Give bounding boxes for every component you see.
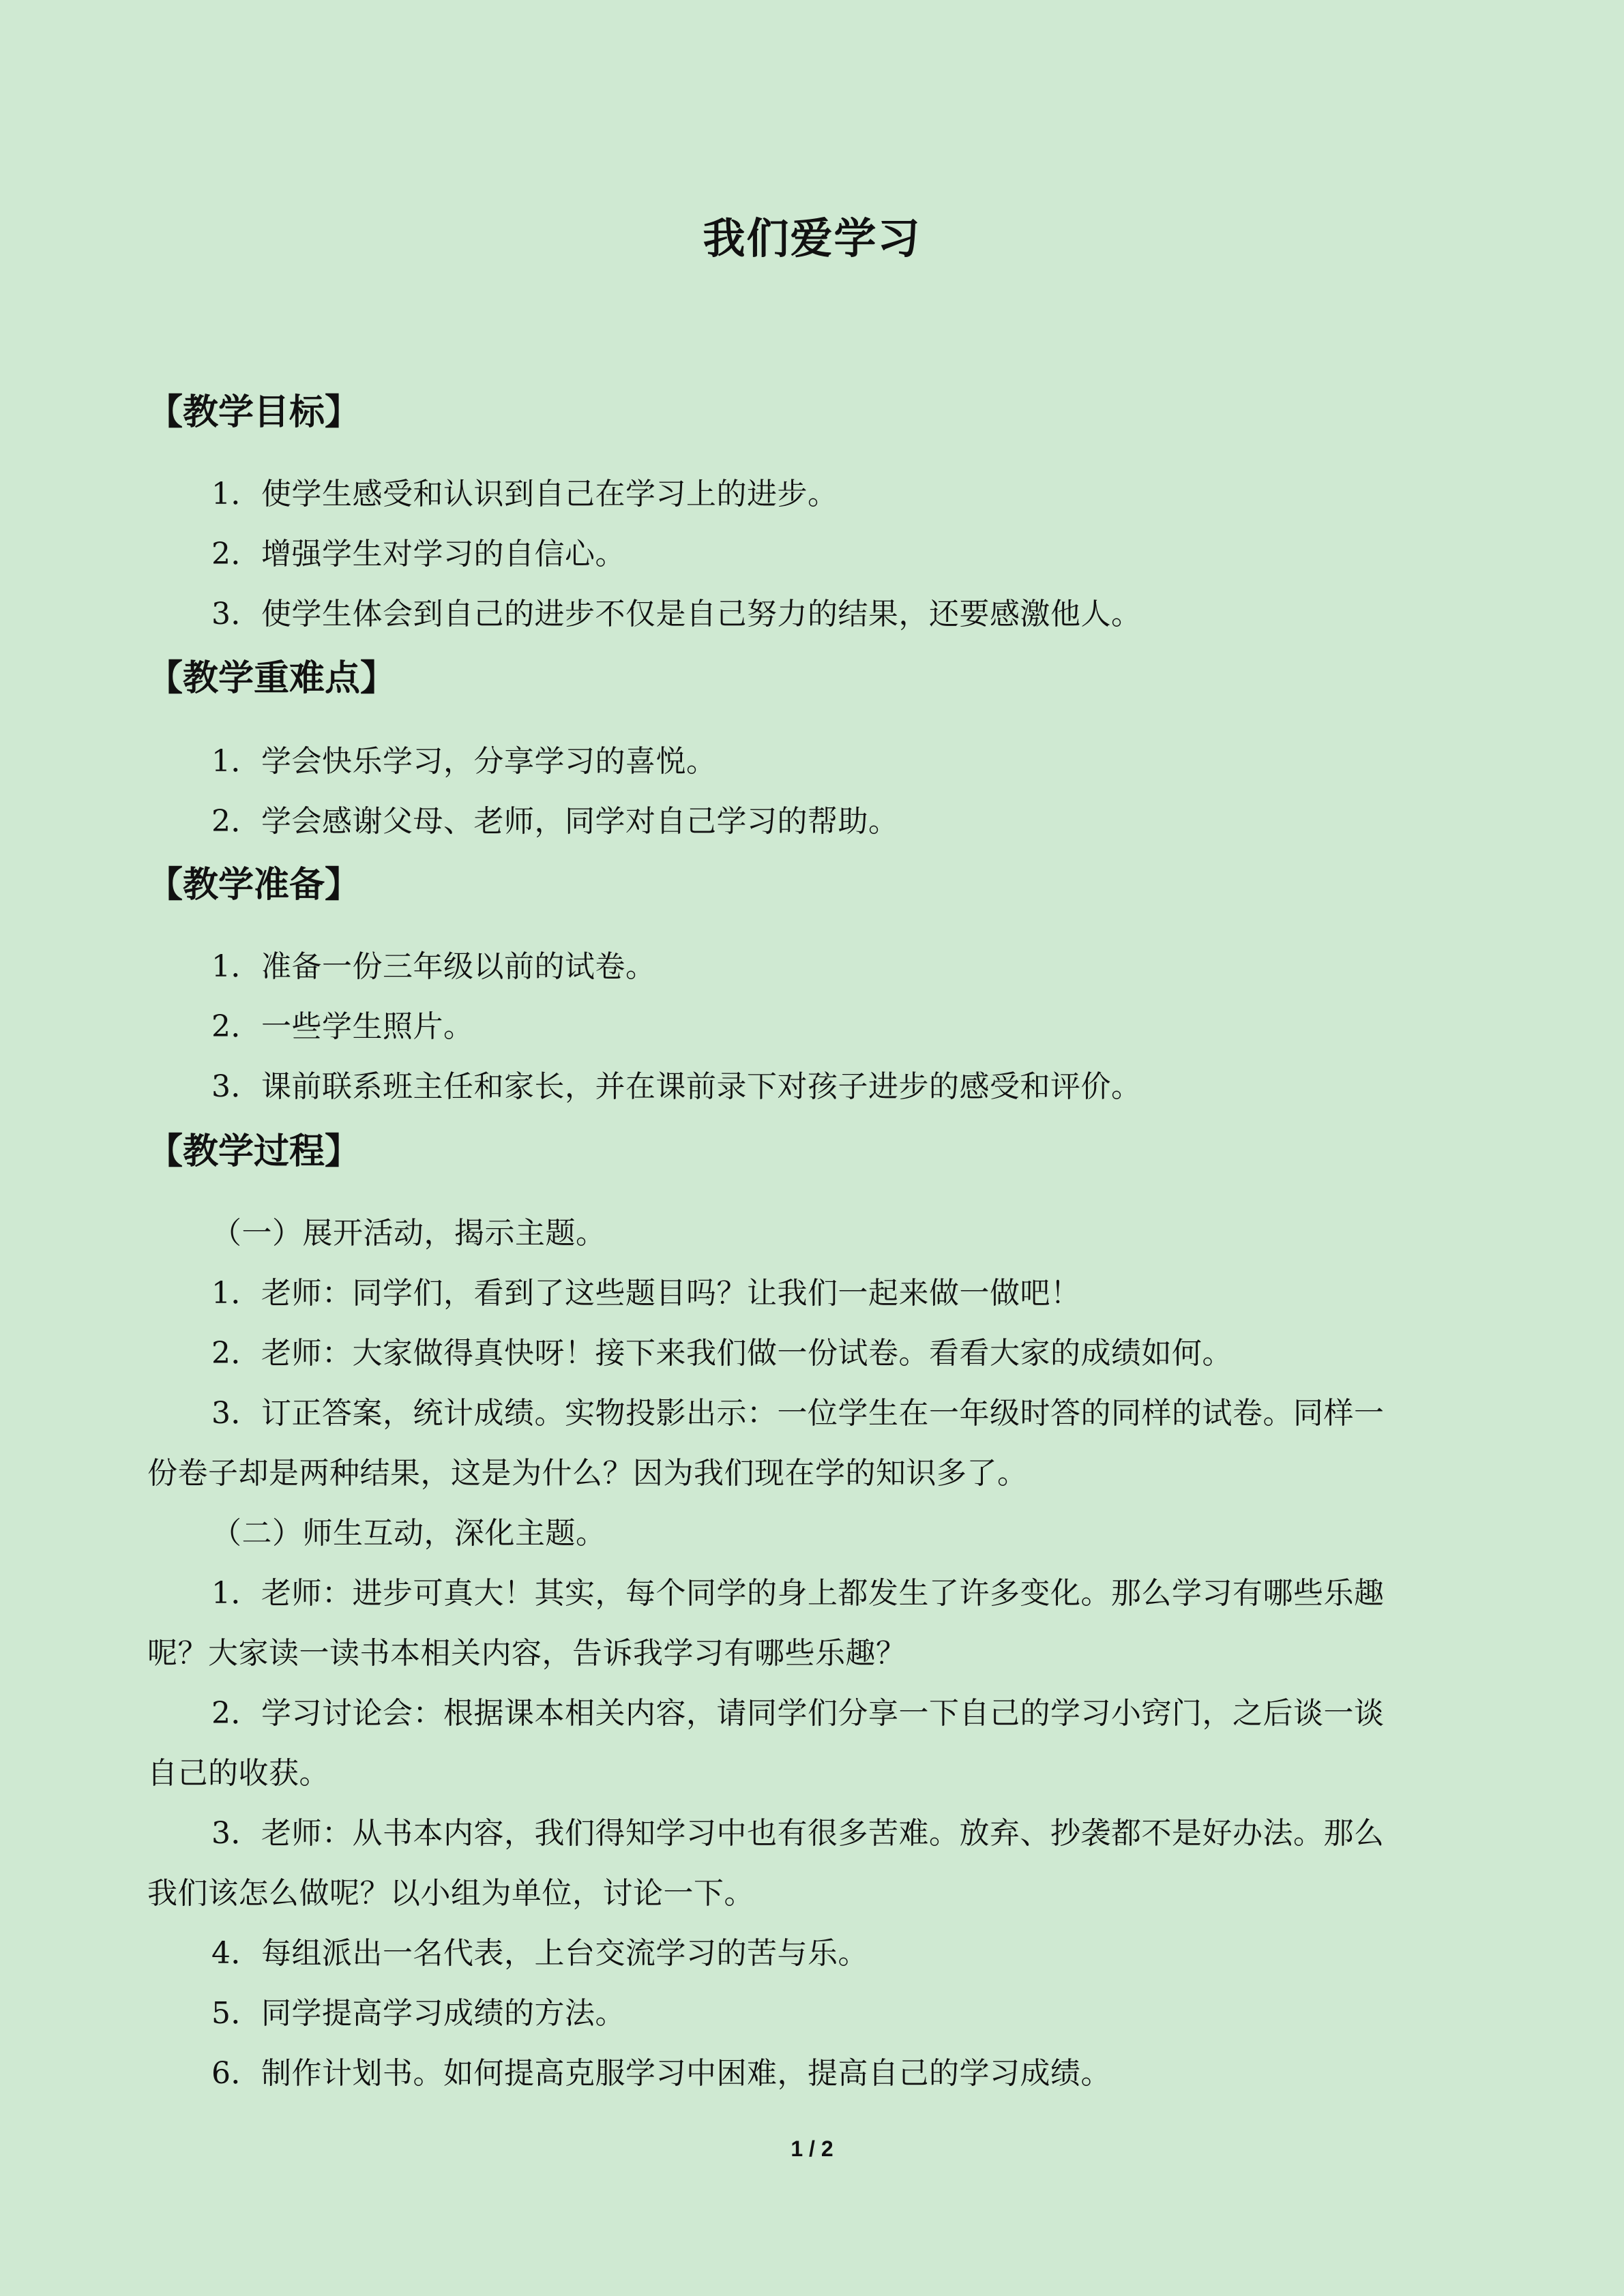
preparation-item-3: 3．课前联系班主任和家长，并在课前录下对孩子进步的感受和评价。 bbox=[211, 1069, 1142, 1104]
process-line-continuation: 自己的收获。 bbox=[147, 1756, 329, 1791]
key-points-item-1: 1．学会快乐学习，分享学习的喜悦。 bbox=[211, 744, 717, 779]
process-subheading-2: （二）师生互动，深化主题。 bbox=[211, 1516, 606, 1551]
process-line: 3．老师：从书本内容，我们得知学习中也有很多苦难。放弃、抄袭都不是好办法。那么 bbox=[211, 1816, 1385, 1851]
process-line: 4．每组派出一名代表，上台交流学习的苦与乐。 bbox=[211, 1936, 868, 1971]
process-line: 3．订正答案，统计成绩。实物投影出示：一位学生在一年级时答的同样的试卷。同样一 bbox=[211, 1396, 1385, 1431]
process-line-continuation: 我们该怎么做呢？以小组为单位，讨论一下。 bbox=[147, 1876, 754, 1911]
section-heading-process: 【教学过程】 bbox=[147, 1131, 361, 1172]
key-points-item-2: 2．学会感谢父母、老师，同学对自己学习的帮助。 bbox=[211, 804, 899, 839]
process-line: 2．老师：大家做得真快呀！接下来我们做一份试卷。看看大家的成绩如何。 bbox=[211, 1336, 1232, 1371]
goals-item-3: 3．使学生体会到自己的进步不仅是自己努力的结果，还要感激他人。 bbox=[211, 597, 1142, 631]
page-title: 我们爱学习 bbox=[703, 213, 921, 263]
preparation-item-1: 1．准备一份三年级以前的试卷。 bbox=[211, 949, 656, 984]
process-line: 2．学习讨论会：根据课本相关内容，请同学们分享一下自己的学习小窍门，之后谈一谈 bbox=[211, 1696, 1385, 1731]
section-heading-goals: 【教学目标】 bbox=[147, 391, 361, 433]
process-line: 1．老师：同学们，看到了这些题目吗？让我们一起来做一做吧！ bbox=[211, 1276, 1081, 1311]
process-line: 5．同学提高学习成绩的方法。 bbox=[211, 1996, 625, 2031]
process-line-continuation: 份卷子却是两种结果，这是为什么？因为我们现在学的知识多了。 bbox=[147, 1456, 1028, 1491]
process-line: 1．老师：进步可真大！其实，每个同学的身上都发生了许多变化。那么学习有哪些乐趣 bbox=[211, 1576, 1385, 1611]
process-line: 6．制作计划书。如何提高克服学习中困难，提高自己的学习成绩。 bbox=[211, 2056, 1111, 2091]
page-number: 1 / 2 bbox=[791, 2136, 833, 2161]
goals-item-2: 2．增强学生对学习的自信心。 bbox=[211, 537, 625, 571]
section-heading-key-points: 【教学重难点】 bbox=[147, 657, 396, 699]
goals-item-1: 1．使学生感受和认识到自己在学习上的进步。 bbox=[211, 477, 838, 511]
preparation-item-2: 2．一些学生照片。 bbox=[211, 1009, 474, 1044]
process-line-continuation: 呢？大家读一读书本相关内容，告诉我学习有哪些乐趣？ bbox=[147, 1636, 906, 1671]
process-subheading-1: （一）展开活动，揭示主题。 bbox=[211, 1216, 606, 1251]
section-heading-preparation: 【教学准备】 bbox=[147, 864, 361, 906]
